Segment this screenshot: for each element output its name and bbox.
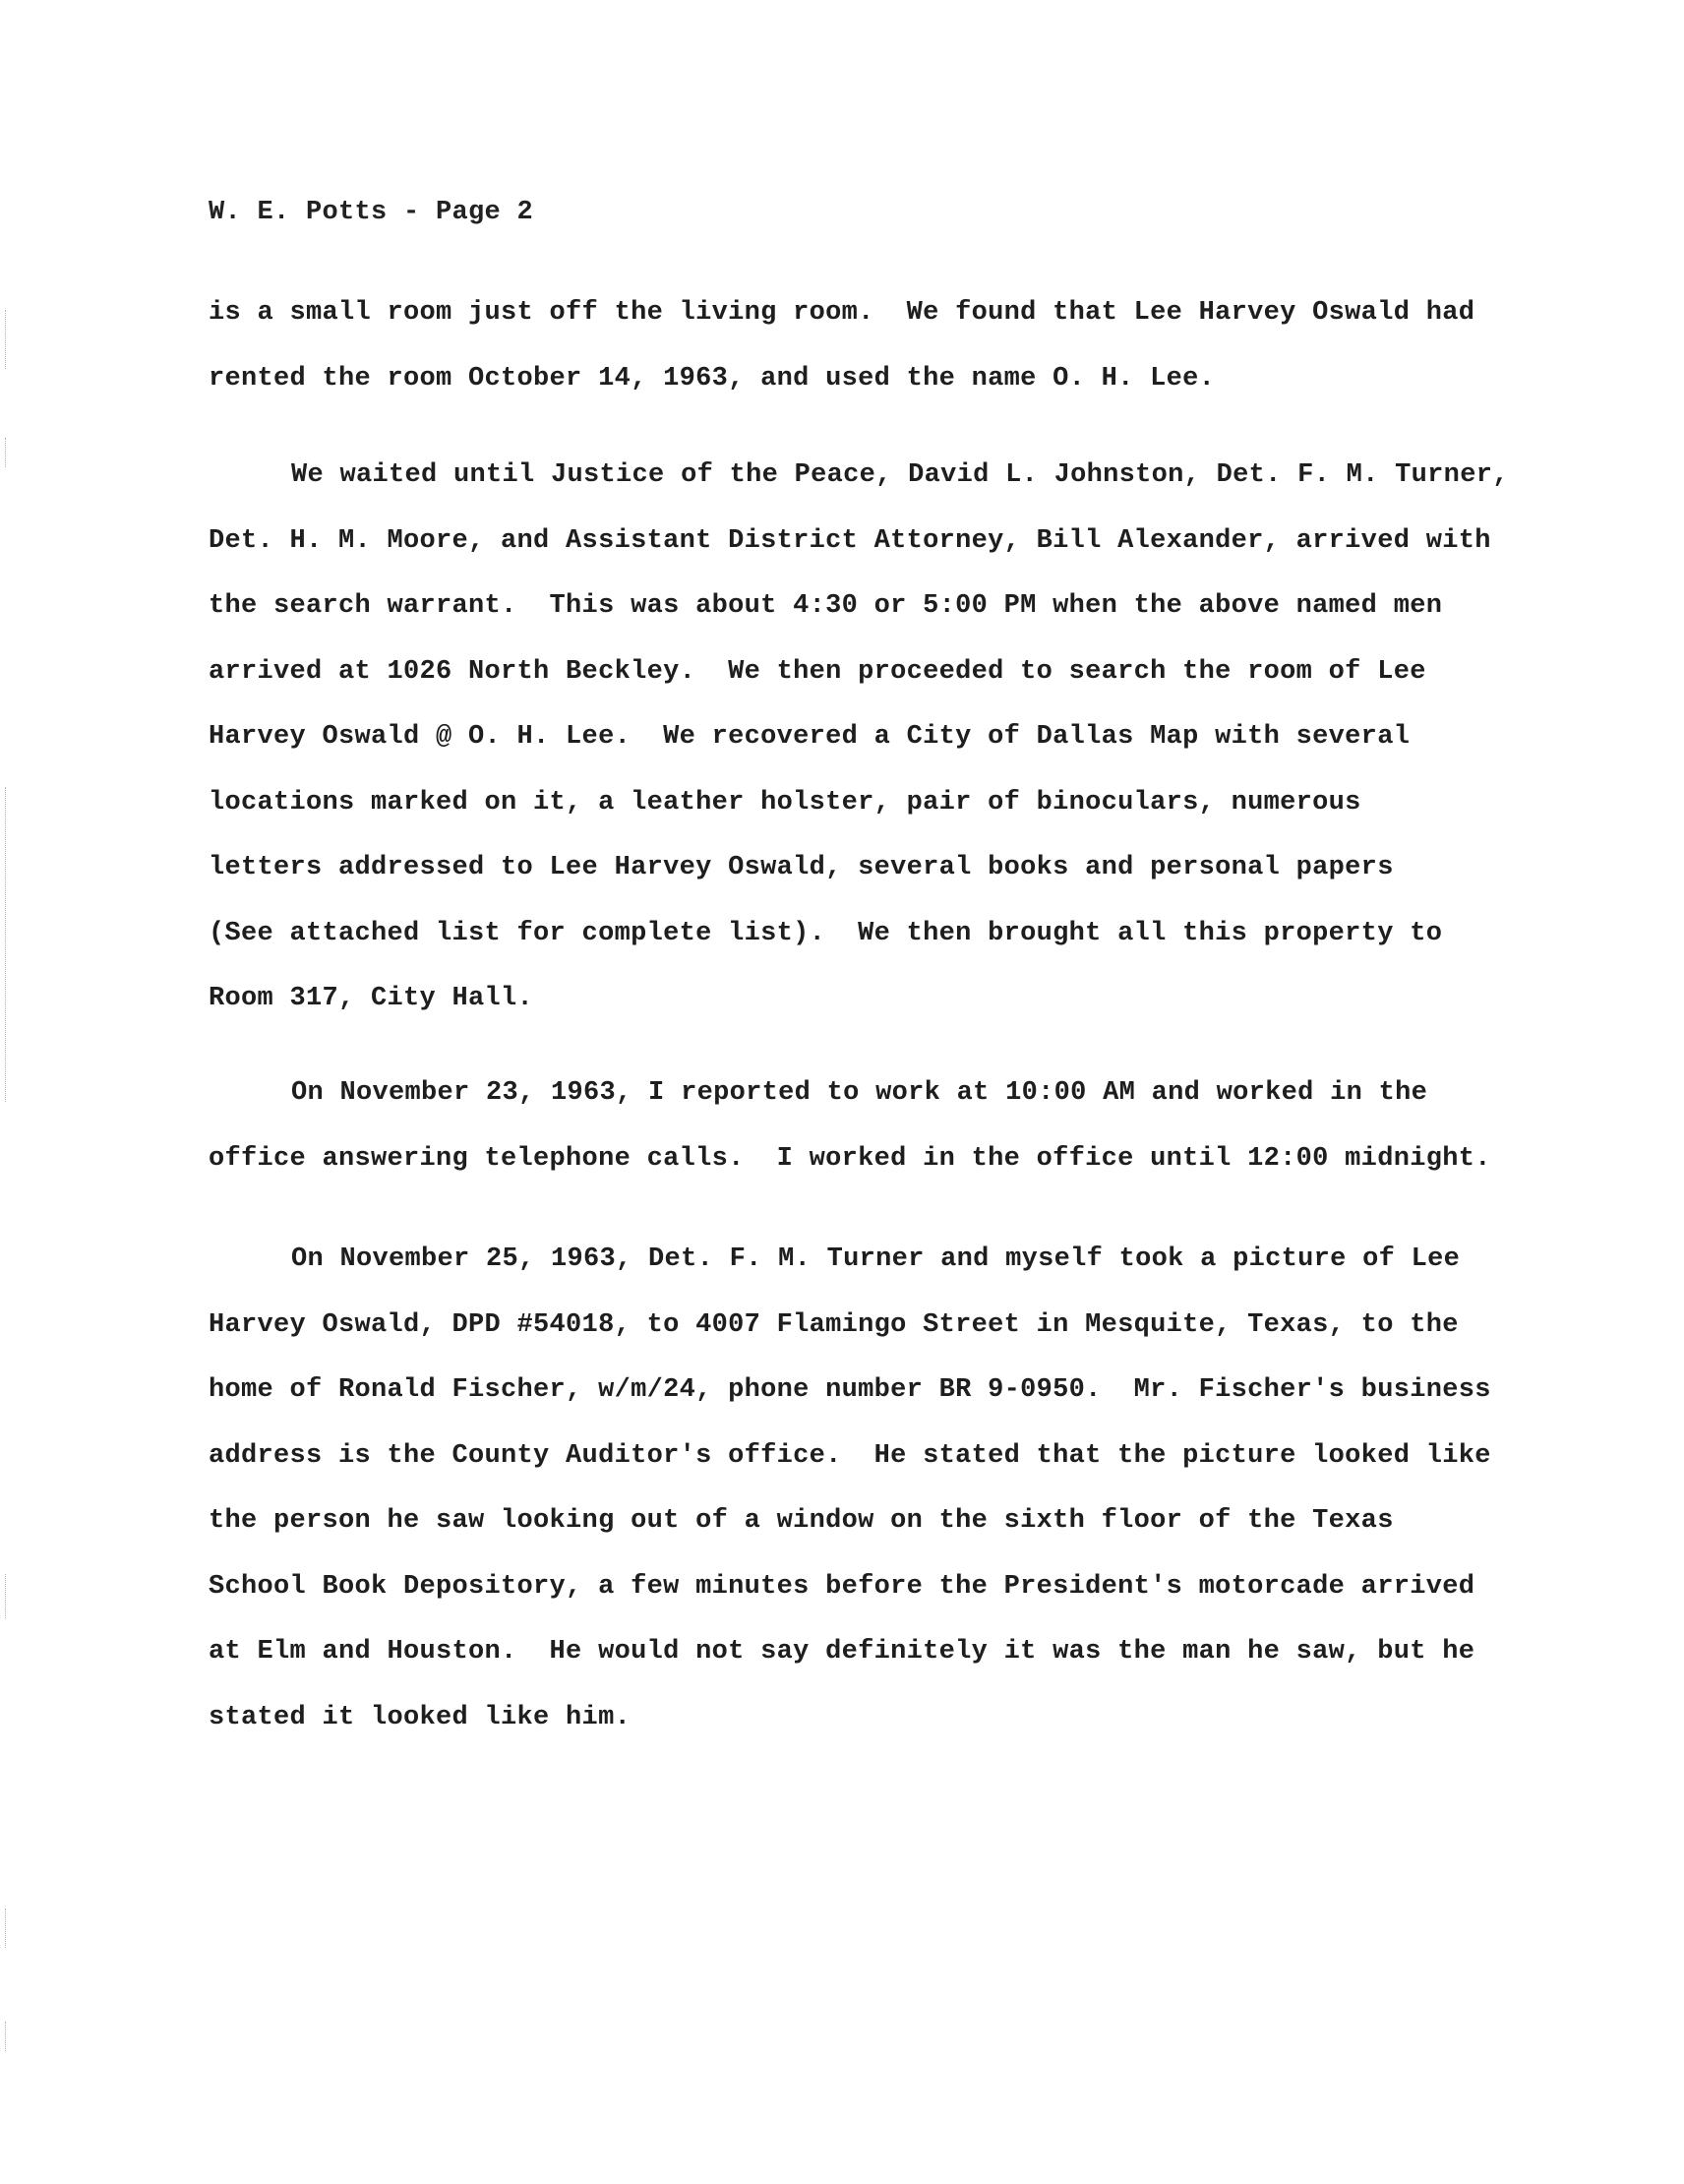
page-header: W. E. Potts - Page 2 (209, 198, 534, 227)
text-line: On November 25, 1963, Det. F. M. Turner and myself took a picture of Lee (291, 1244, 1461, 1274)
edge-mark (5, 2022, 6, 2051)
edge-mark (5, 1909, 6, 1948)
edge-mark (5, 787, 6, 1102)
paragraph-3 (209, 1061, 1546, 1191)
text-line: locations marked on it, a leather holster, pair of binoculars, numerous (209, 787, 1361, 818)
text-line: home of Ronald Fischer, w/m/24, phone number BR 9-0950. Mr. Fischer's business (209, 1375, 1491, 1405)
text-line: Room 317, City Hall. (209, 984, 534, 1013)
text-line: We waited until Justice of the Peace, David L. Johnston, Det. F. M. Turner, (291, 460, 1509, 490)
text-line: at Elm and Houston. He would not say definitely it was the man he saw, but he (209, 1637, 1475, 1667)
text-line: the search warrant. This was about 4:30 or 5:00 PM when the above named men (209, 591, 1443, 621)
edge-mark (5, 310, 6, 369)
text-line: arrived at 1026 North Beckley. We then proceeded to search the room of Lee (209, 656, 1426, 687)
text-line: is a small room just off the living room. We found that Lee Harvey Oswald had (209, 298, 1475, 328)
edge-mark (5, 1574, 6, 1618)
text-line: Harvey Oswald, DPD #54018, to 4007 Flamingo Street in Mesquite, Texas, to the (209, 1309, 1459, 1340)
paragraph-1 (209, 280, 1546, 411)
text-line: the person he saw looking out of a window on the sixth floor of the Texas (209, 1506, 1394, 1536)
paragraph-2 (209, 443, 1546, 1032)
text-line: On November 23, 1963, I reported to work at 10:00 AM and worked in the (291, 1078, 1428, 1108)
text-line: address is the County Auditor's office. He stated that the picture looked like (209, 1440, 1491, 1471)
edge-mark (5, 438, 6, 467)
paragraph-4 (209, 1227, 1546, 1750)
text-line: Det. H. M. Moore, and Assistant District Attorney, Bill Alexander, arrived with (209, 525, 1491, 556)
text-line: office answering telephone calls. I worked in the office until 12:00 midnight. (209, 1143, 1491, 1174)
text-line: Harvey Oswald @ O. H. Lee. We recovered a City of Dallas Map with several (209, 722, 1411, 752)
text-line: letters addressed to Lee Harvey Oswald, several books and personal papers (209, 853, 1394, 882)
text-line: stated it looked like him. (209, 1702, 632, 1732)
text-line: rented the room October 14, 1963, and used the name O. H. Lee. (209, 363, 1216, 394)
text-line: School Book Depository, a few minutes before the President's motorcade arrived (209, 1571, 1475, 1602)
text-line: (See attached list for complete list). We then brought all this property to (209, 918, 1443, 948)
